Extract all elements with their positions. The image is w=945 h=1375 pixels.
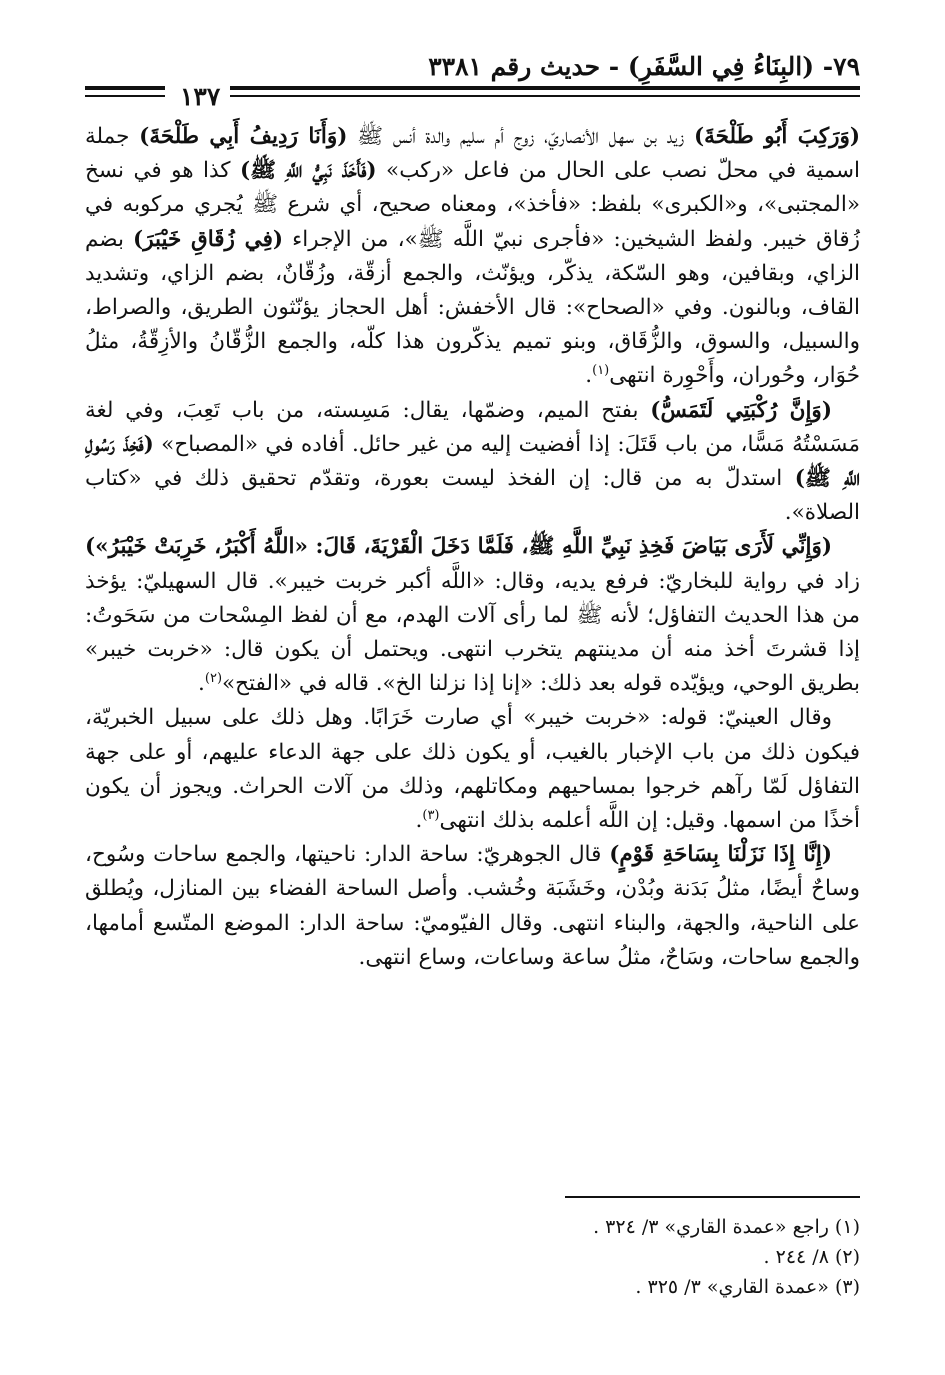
commentary-text: زاد في رواية للبخاريّ: فرفع يديه، وقال: «اللَّه أكبر خربت خيبر». قال السهيليّ: يؤخذ من هذا الحديث التفاؤل؛ لأنه ﷺ لما رأى آلات الهدم، مع أن لفظ المِسْحات من سَحَوتُ: إذا قشرتَ أخذ منه أن مدينتهم يتخرب انتهى. ويحتمل أن يكون قال: «خربت خيبر» بطريق الوحي، ويؤيّده قوله بعد ذلك: «إنا إذا نزلنا الخ». قاله في «الفتح» xyxy=(85,568,860,697)
paragraph xyxy=(85,701,860,838)
main-text xyxy=(85,120,860,975)
header-rule-thin xyxy=(230,95,860,97)
commentary-text: زيد بن سهل الأنصاريّ، زوج أم سليم والدة أنس ﷺ xyxy=(347,124,694,149)
footnote-marker: (٣) xyxy=(422,807,440,823)
footnotes xyxy=(85,1212,860,1302)
paragraph xyxy=(85,394,860,531)
commentary-text: . xyxy=(198,671,205,697)
commentary-text: . xyxy=(415,808,423,834)
commentary-text: قال الجوهريّ: ساحة الدار: ناحيتها، والجمع ساحات وسُوح، وساحٌ أيضًا، مثلُ بَدَنة وبُدْن، وخَشَبَة وخُشب. وأصل الساحة الفضاء بين المنازل، ويُطلق على الناحية، والجهة، والبناء انتهى. وقال الفيّوميّ: ساحة الدار: الموضع المتّسع أمامها، والجمع ساحات، وسَاحٌ، مثلُ ساعة وساعات، وساع انتهى. xyxy=(85,842,860,970)
commentary-text: كذا هو في نسخ «المجتبى»، و«الكبرى» بلفظ: «فأخذ»، ومعناه صحيح، أي شرع ﷺ يُجري مركوبه في زُقاق خيبر. ولفظ الشيخين: «فأجرى نبيّ اللَّه ﷺ»، من الإجراء xyxy=(85,158,860,252)
quoted-hadith-text: (فَأَخَذَ نَبِيُّ اللَّهِ ﷺ) xyxy=(239,158,377,184)
header-rule xyxy=(230,86,860,90)
footnote-marker: (١) xyxy=(592,363,610,379)
paragraph xyxy=(85,838,860,975)
page-header xyxy=(85,52,860,111)
quoted-hadith-text: (وَإِنِّي لَأَرَى بَيَاضَ فَخِذِ نَبِيِّ اللَّهِ ﷺ، فَلَمَّا دَخَلَ الْقَرْيَةَ، قَالَ: «اللَّهُ أَكْبَرُ، خَرِبَتْ خَيْبَرُ») xyxy=(85,534,832,560)
commentary-text: جملة اسمية في محلّ نصب على الحال من فاعل «ركب» xyxy=(85,124,860,184)
quoted-hadith-text: (فَخِذَ رَسُولِ اللَّهِ ﷺ) xyxy=(85,431,860,492)
header-rule-left xyxy=(85,86,165,90)
quoted-hadith-text: (فِي زُقَاقِ خَيْبَرَ) xyxy=(133,226,284,252)
header-rule-left-thin xyxy=(85,95,165,97)
footnote-separator xyxy=(565,1196,860,1198)
quoted-hadith-text: (وَأَنَا رَدِيفُ أَبِي طَلْحَةَ) xyxy=(139,124,348,149)
running-title: ٧٩- (البِنَاءُ فِي السَّفَرِ) - حديث رقم ٣٣٨١ xyxy=(428,52,860,81)
page-number: ١٣٧ xyxy=(180,82,221,111)
paragraph xyxy=(85,120,860,394)
footnote-3: (٣) «عمدة القاري» ٣/ ٣٢٥ . xyxy=(635,1276,860,1298)
paragraph xyxy=(85,530,860,701)
quoted-hadith-text: (وَرَكِبَ أَبُو طَلْحَةَ) xyxy=(693,124,861,149)
commentary-text: . xyxy=(585,363,593,389)
quoted-hadith-text: (وَإِنَّ رُكْبَتِي لَتَمَسُّ) xyxy=(650,397,832,423)
commentary-text: بفتح الميم، وضمّها، يقال: مَسِسته، من باب تَعِبَ، وفي لغة مَسَسْتُهُ مَسًّا، من باب قَتَلَ: إذا أفضيت إليه من غير حائل. أفاده في «المصباح» xyxy=(85,397,860,457)
commentary-text: وقال العينيّ: قوله: «خربت خيبر» أي صارت خَرَابًا. وهل ذلك على سبيل الخبريّة، فيكون ذلك من باب الإخبار بالغيب، أو يكون ذلك على جهة الدعاء عليهم، أو على جهة التفاؤل لَمّا رآهم خرجوا بمساحيهم ومكاتلهم، وذلك من آلات الحراث. ويجوز أن يكون أخذًا من اسمها. وقيل: إن اللَّه أعلمه بذلك انتهى xyxy=(85,705,860,834)
commentary-text: بضم الزاي، وبقافين، وهو السّكة، يذكّر، ويؤنّث، والجمع أزقّة، وزُقّانٌ، بضم الزاي، وتشديد القاف، وبالنون. وفي «الصحاح»: قال الأخفش: أهل الحجاز يؤنّثون الطريق، والصراط، والسبيل، والسوق، والزُّقَاق، وبنو تميم يذكّرون هذا كلّه، والجمع الزُّقّانُ والأزِقّةُ، مثلُ حُوَار، وحُوران، وأَحْوِرة انتهى xyxy=(85,226,861,389)
footnote-2: (٢) ٨/ ٢٤٤ . xyxy=(763,1246,860,1268)
footnote-1: (١) راجع «عمدة القاري» ٣/ ٣٢٤ . xyxy=(593,1216,860,1238)
quoted-hadith-text: (إِنَّا إِذَا نَزَلْنَا بِسَاحَةِ قَوْمٍ) xyxy=(609,842,832,868)
commentary-text: استدلّ به من قال: إن الفخذ ليست بعورة، وتقدّم تحقيق ذلك في «كتاب الصلاة». xyxy=(85,466,860,526)
footnote-marker: (٢) xyxy=(204,671,223,687)
